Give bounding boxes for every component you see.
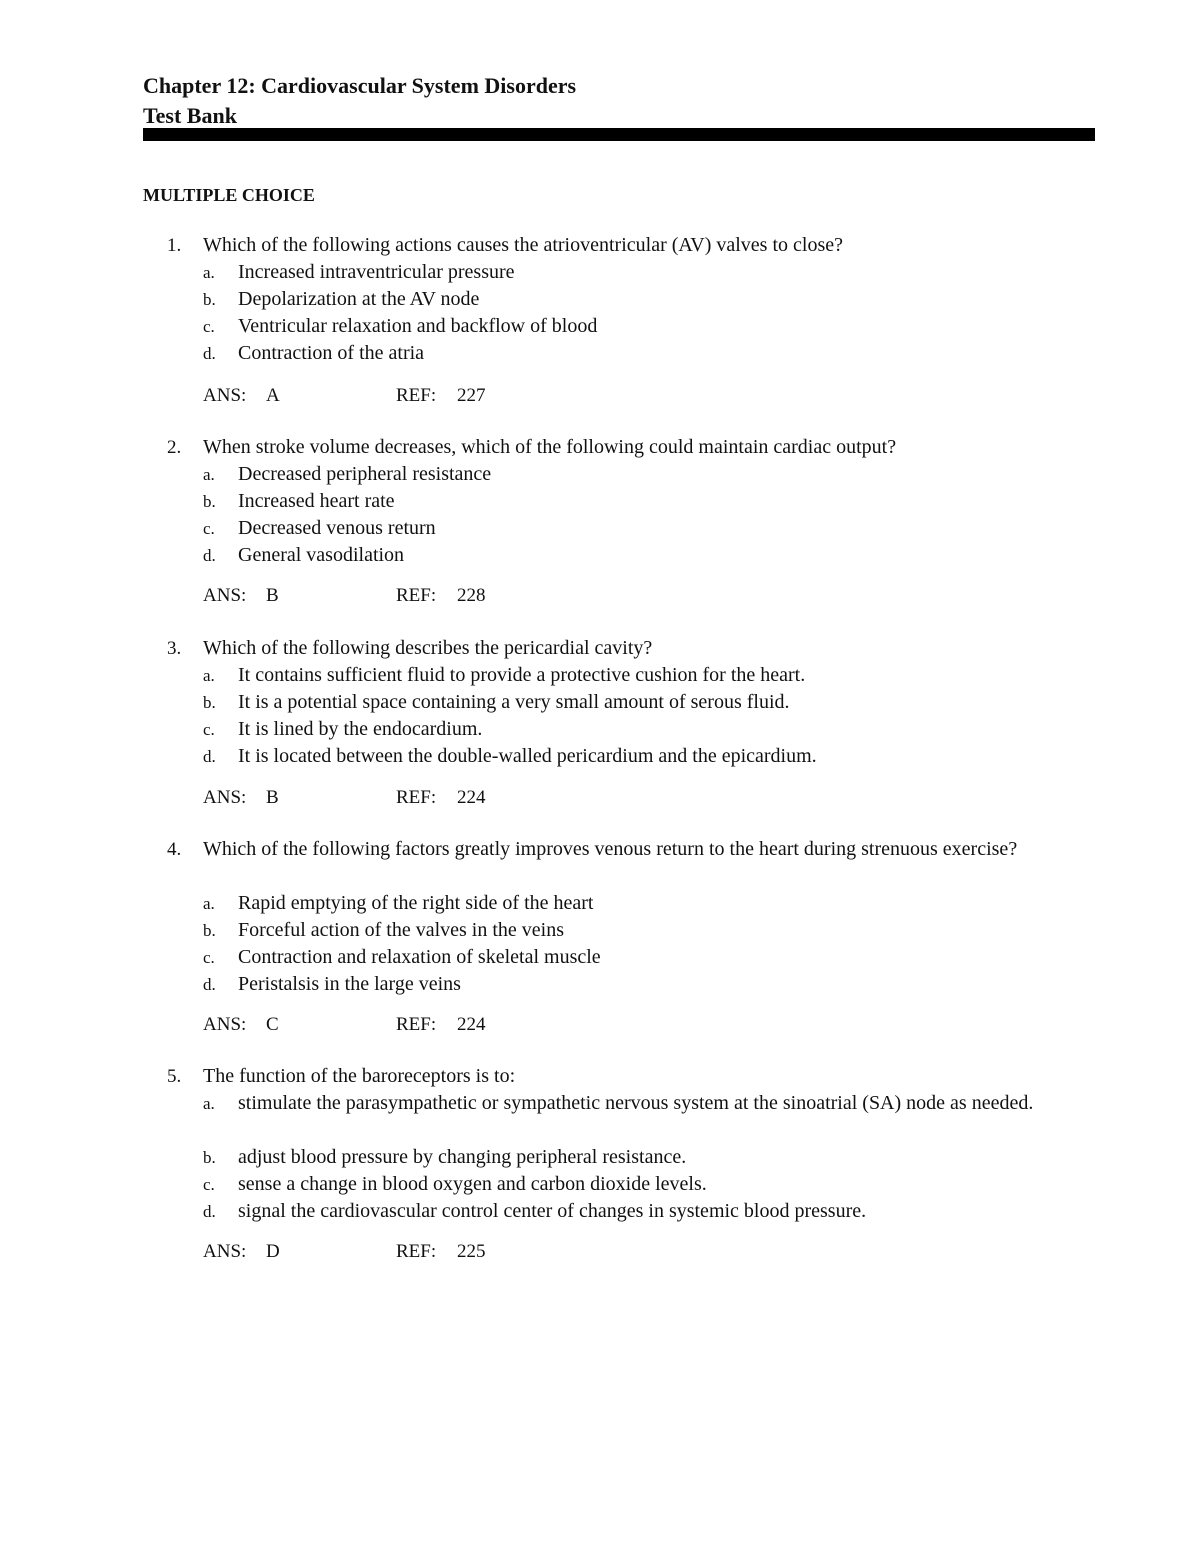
option-letter: a.	[203, 666, 215, 685]
option-text: adjust blood pressure by changing peripheral resistance.	[238, 1146, 687, 1168]
reference-page: 225	[457, 1241, 486, 1262]
option-letter: a.	[203, 263, 215, 282]
answer-label: ANS:	[203, 787, 247, 808]
chapter-title: Chapter 12: Cardiovascular System Disorders	[143, 73, 577, 98]
option-text: Rapid emptying of the right side of the heart	[238, 892, 594, 914]
option-letter: b.	[203, 290, 216, 309]
question-number: 2.	[167, 437, 182, 458]
reference-label: REF:	[396, 787, 437, 808]
reference-page: 224	[457, 1014, 486, 1035]
question-stem: Which of the following describes the pericardial cavity?	[203, 637, 653, 659]
option-letter: d.	[203, 344, 216, 363]
option-letter: c.	[203, 948, 215, 967]
option-text: Ventricular relaxation and backflow of blood	[238, 315, 598, 337]
option-text: Forceful action of the valves in the veins	[238, 919, 565, 941]
section-heading: MULTIPLE CHOICE	[143, 185, 315, 205]
question-number: 5.	[167, 1066, 182, 1087]
option-text: It is a potential space containing a very small amount of serous fluid.	[238, 691, 790, 713]
option-letter: d.	[203, 975, 216, 994]
option-text: Contraction of the atria	[238, 342, 425, 364]
answer-value: B	[266, 585, 279, 606]
option-text: Contraction and relaxation of skeletal muscle	[238, 946, 601, 968]
option-letter: b.	[203, 693, 216, 712]
option-letter: a.	[203, 894, 215, 913]
answer-value: C	[266, 1014, 279, 1035]
answer-label: ANS:	[203, 585, 247, 606]
option-letter: b.	[203, 1148, 216, 1167]
option-text: Decreased peripheral resistance	[238, 463, 492, 485]
answer-value: A	[266, 385, 280, 406]
option-letter: a.	[203, 465, 215, 484]
header-rule	[143, 128, 1095, 141]
question-stem: Which of the following actions causes the atrioventricular (AV) valves to close?	[203, 234, 843, 256]
option-letter: c.	[203, 720, 215, 739]
option-text: It is located between the double-walled pericardium and the epicardium.	[238, 745, 817, 767]
reference-page: 228	[457, 585, 486, 606]
reference-label: REF:	[396, 1241, 437, 1262]
option-text: signal the cardiovascular control center of changes in systemic blood pressure.	[238, 1200, 867, 1222]
option-letter: c.	[203, 519, 215, 538]
answer-value: D	[266, 1241, 280, 1262]
option-letter: b.	[203, 921, 216, 940]
question-stem: When stroke volume decreases, which of the following could maintain cardiac output?	[203, 436, 897, 458]
document-subtitle: Test Bank	[143, 103, 237, 128]
option-text: sense a change in blood oxygen and carbon dioxide levels.	[238, 1173, 707, 1195]
option-text: It contains sufficient fluid to provide a protective cushion for the heart.	[238, 664, 806, 686]
answer-label: ANS:	[203, 385, 247, 406]
question-stem: The function of the baroreceptors is to:	[203, 1065, 516, 1087]
option-text: Increased intraventricular pressure	[238, 261, 515, 283]
question-number: 1.	[167, 235, 182, 256]
answer-value: B	[266, 787, 279, 808]
answer-label: ANS:	[203, 1241, 247, 1262]
option-letter: d.	[203, 546, 216, 565]
option-letter: d.	[203, 1202, 216, 1221]
reference-page: 224	[457, 787, 486, 808]
question-stem: Which of the following factors greatly improves venous return to the heart during strenuous exercise?	[203, 838, 1018, 860]
option-text: Decreased venous return	[238, 517, 436, 539]
option-text: It is lined by the endocardium.	[238, 718, 483, 740]
option-text: Peristalsis in the large veins	[238, 973, 461, 995]
answer-label: ANS:	[203, 1014, 247, 1035]
question-number: 4.	[167, 839, 182, 860]
reference-label: REF:	[396, 585, 437, 606]
option-letter: b.	[203, 492, 216, 511]
question-number: 3.	[167, 638, 182, 659]
option-letter: c.	[203, 1175, 215, 1194]
option-text: Increased heart rate	[238, 490, 395, 512]
option-letter: d.	[203, 747, 216, 766]
reference-label: REF:	[396, 1014, 437, 1035]
option-text: stimulate the parasympathetic or sympathetic nervous system at the sinoatrial (SA) node as needed.	[238, 1092, 1034, 1114]
reference-label: REF:	[396, 385, 437, 406]
option-letter: a.	[203, 1094, 215, 1113]
option-text: Depolarization at the AV node	[238, 288, 480, 310]
option-letter: c.	[203, 317, 215, 336]
reference-page: 227	[457, 385, 486, 406]
option-text: General vasodilation	[238, 544, 405, 566]
